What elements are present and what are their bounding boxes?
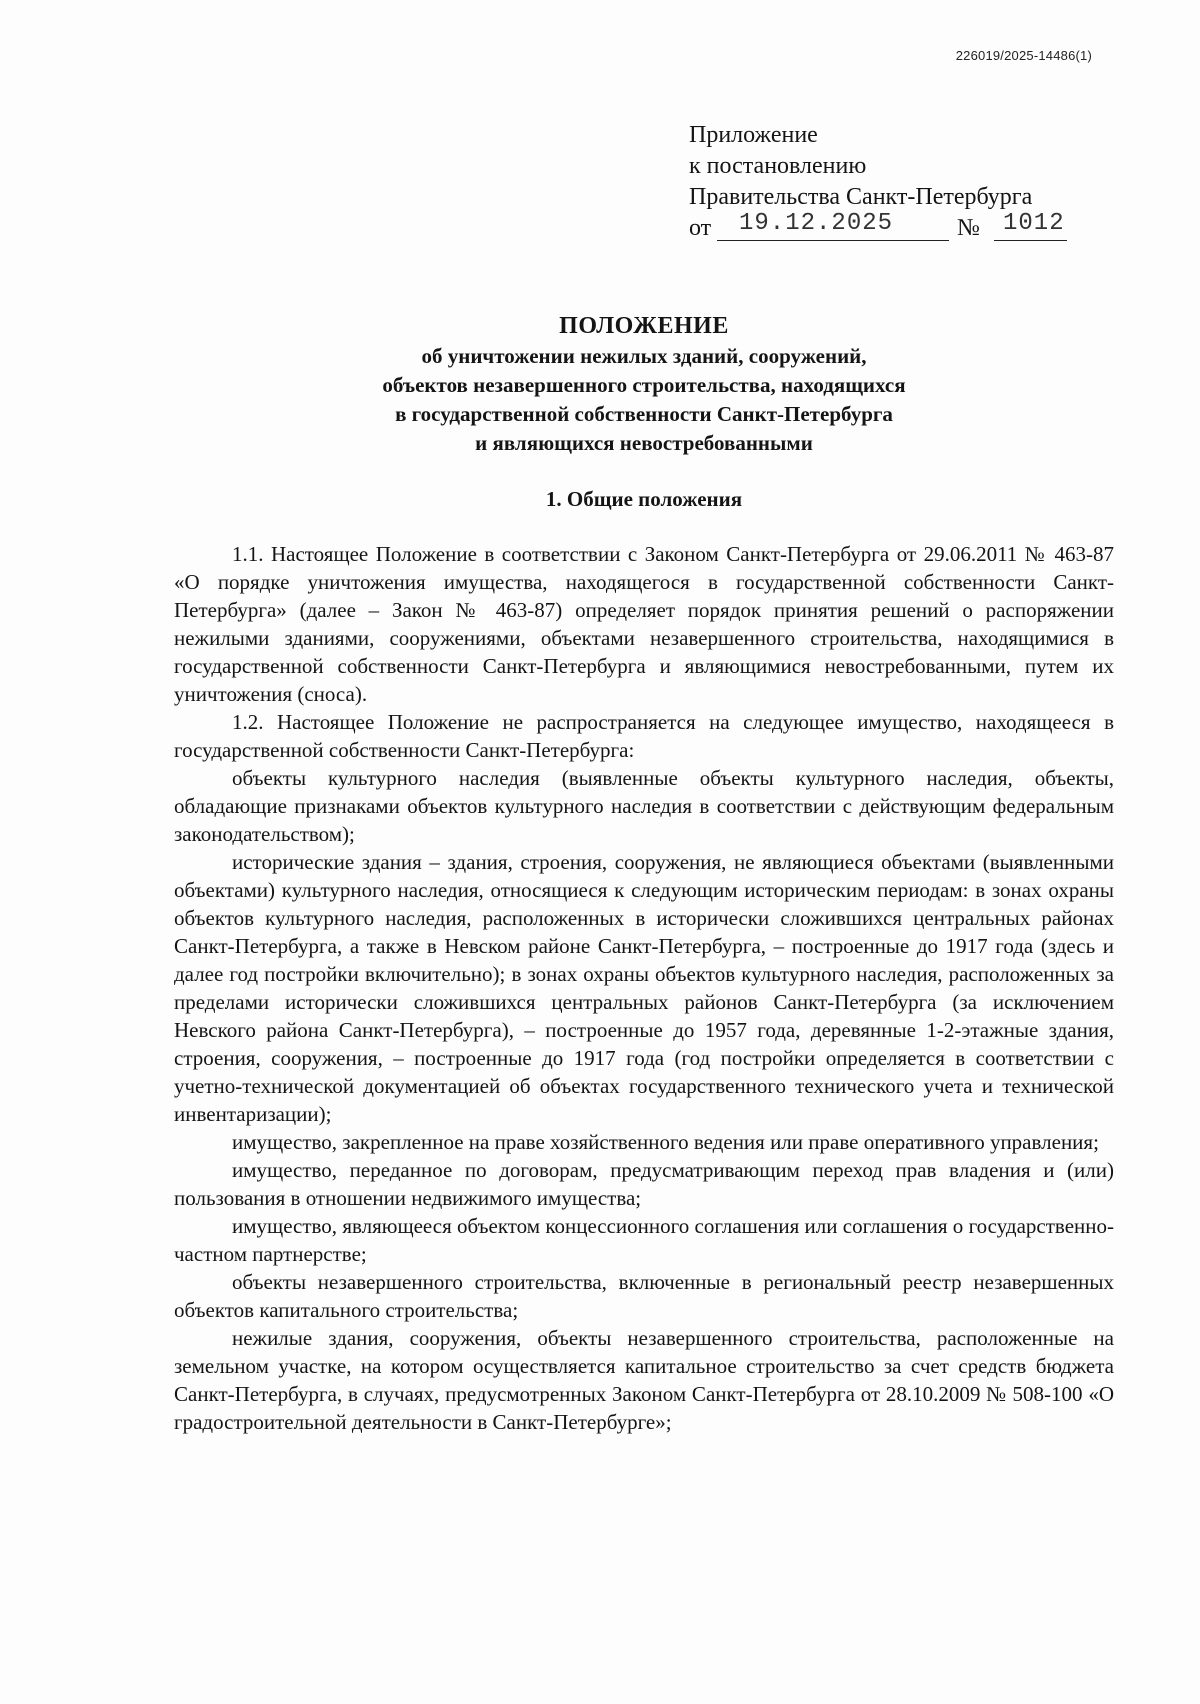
date-label: от xyxy=(689,215,712,241)
document-registration-number: 226019/2025-14486(1) xyxy=(955,48,1092,63)
exclusion-item-economic-management: имущество, закрепленное на праве хозяйственного ведения или праве оперативного управления; xyxy=(232,1130,1099,1154)
number-underline xyxy=(994,240,1067,241)
document-subtitle-line: в государственной собственности Санкт-Петербурга xyxy=(395,402,893,426)
document-title: ПОЛОЖЕНИЕ xyxy=(559,313,729,339)
exclusion-item-unfinished-register: объекты незавершенного строительства, включенные в региональный реестр незавершенных объектов капитального строительства; xyxy=(174,1270,1114,1322)
document-subtitle-line: об уничтожении нежилых зданий, сооружений, xyxy=(421,344,867,368)
document-heading xyxy=(174,312,1114,458)
number-label: № xyxy=(957,215,980,241)
annex-date-row xyxy=(689,210,1119,244)
document-body xyxy=(174,540,1114,1436)
exclusion-item-cultural-heritage: объекты культурного наследия (выявленные объекты культурного наследия, объекты, обладающие признаками объектов культурного наследия в соответствии с действующим федеральным законодательством); xyxy=(174,766,1114,846)
exclusion-item-concession: имущество, являющееся объектом концессионного соглашения или соглашения о государственно-частном партнерстве; xyxy=(174,1214,1114,1266)
exclusion-item-historic-buildings: исторические здания – здания, строения, сооружения, не являющиеся объектами (выявленными объектами) культурного наследия, относящиеся к следующим историческим периодам: в зонах охраны объектов культурного наследия, расположенных в исторически сложившихся центральных районах Санкт-Петербурга, а также в Невском районе Санкт-Петербурга, – построенные до 1917 года (здесь и далее год постройки включительно); в зонах охраны объектов культурного наследия, расположенных за пределами исторически сложившихся центральных районов Санкт-Петербурга (за исключением Невского района Санкт-Петербурга), – построенные до 1957 года, деревянные 1-2-этажные здания, строения, сооружения, – построенные до 1917 года (год постройки определяется в соответствии с учетно-технической документацией об объектах государственного технического учета и технической инвентаризации); xyxy=(174,850,1114,1126)
date-value: 19.12.2025 xyxy=(739,210,894,237)
annex-line-3: Правительства Санкт-Петербурга xyxy=(689,184,1033,210)
document-subtitle-line: и являющихся невостребованными xyxy=(475,431,813,455)
exclusion-item-capital-construction: нежилые здания, сооружения, объекты незавершенного строительства, расположенные на земельном участке, на котором осуществляется капитальное строительство за счет средств бюджета Санкт-Петербурга, в случаях, предусмотренных Законом Санкт-Петербурга от 28.10.2009 № 508-100 «О градостроительной деятельности в Санкт-Петербурге»; xyxy=(174,1326,1114,1434)
date-underline xyxy=(717,240,949,241)
annex-line-1: Приложение xyxy=(689,122,818,148)
paragraph-1-1: 1.1. Настоящее Положение в соответствии с Законом Санкт-Петербурга от 29.06.2011 № 463-87 «О порядке уничтожения имущества, находящегося в государственной собственности Санкт-Петербурга» (далее – Закон № 463-87) определяет порядок принятия решений о распоряжении нежилыми зданиями, сооружениями, объектами незавершенного строительства, находящимися в государственной собственности Санкт-Петербурга и являющимися невостребованными, путем их уничтожения (сноса). xyxy=(174,542,1114,706)
paragraph-1-2: 1.2. Настоящее Положение не распространяется на следующее имущество, находящееся в государственной собственности Санкт-Петербурга: xyxy=(174,710,1114,762)
document-subtitle-line: объектов незавершенного строительства, находящихся xyxy=(382,373,906,397)
annex-block xyxy=(689,120,1119,244)
exclusion-item-contract-transfer: имущество, переданное по договорам, предусматривающим переход прав владения и (или) пользования в отношении недвижимого имущества; xyxy=(174,1158,1114,1210)
annex-line-2: к постановлению xyxy=(689,153,867,179)
number-value: 1012 xyxy=(1003,210,1065,237)
section-title: 1. Общие положения xyxy=(545,487,743,511)
